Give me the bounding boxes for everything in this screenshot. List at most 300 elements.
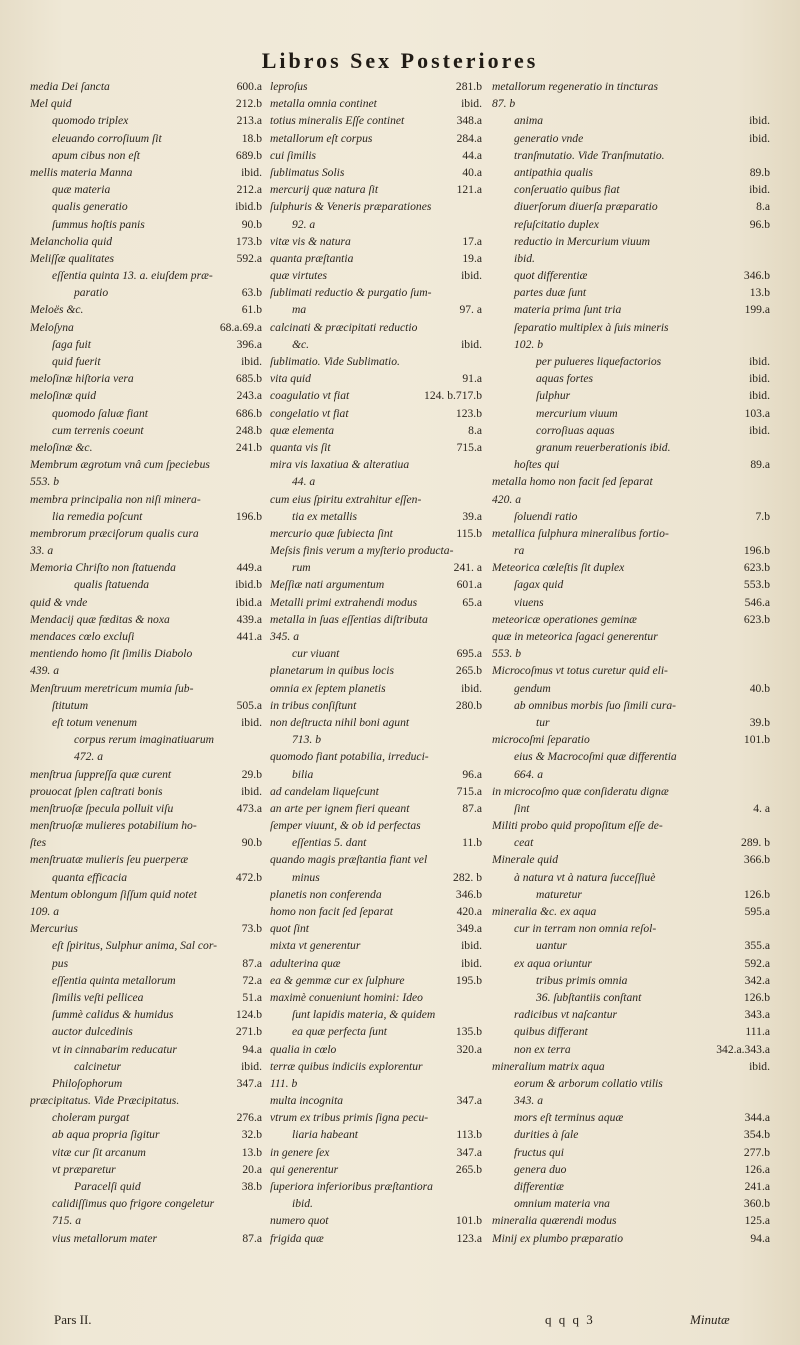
entry-page-ref: 126.b <box>743 887 770 901</box>
signature-mark: Pars II. <box>54 1312 92 1327</box>
entry-term: 92. a <box>292 217 316 231</box>
entry-term: qualis generatio <box>52 200 128 214</box>
entry-page-ref: 241.a <box>744 1180 770 1193</box>
entry-page-ref: 96.b <box>749 217 770 231</box>
entry-page-ref: 7.b <box>755 509 770 523</box>
index-entry <box>492 336 770 353</box>
entry-term: 472. a <box>74 750 103 764</box>
index-entry <box>270 989 482 1006</box>
entry-term: quot differentiæ <box>514 269 588 283</box>
index-entry <box>492 783 770 800</box>
entry-page-ref: 241.b <box>235 440 262 454</box>
index-entry <box>492 78 770 95</box>
entry-term: quibus differant <box>514 1025 588 1039</box>
entry-page-ref: 348.a <box>456 114 482 128</box>
entry-term: qui generentur <box>270 1162 339 1176</box>
entry-term: cum eius ſpiritu extrahitur eſſen- <box>270 492 422 506</box>
entry-term: ſemper viuunt, & ob id perfectas <box>270 819 421 833</box>
index-entry <box>30 851 262 868</box>
index-entry <box>270 937 482 954</box>
entry-term: Militi probo quid propoſitum eſſe de- <box>492 819 663 833</box>
entry-page-ref: ibid. <box>241 784 262 798</box>
index-entry <box>492 817 770 834</box>
entry-term: totius mineralis Eſſe continet <box>270 114 405 128</box>
index-entry <box>30 1006 262 1023</box>
entry-page-ref: 125.a <box>744 1214 770 1228</box>
index-entry <box>270 130 482 147</box>
index-entry <box>30 1023 262 1040</box>
entry-term: radicibus vt naſcantur <box>514 1008 618 1022</box>
index-entry <box>270 817 482 834</box>
entry-page-ref: ibid. <box>749 1059 770 1073</box>
entry-page-ref: ibid. <box>241 355 262 368</box>
entry-term: maximè conueniunt homini: Ideo <box>270 990 423 1004</box>
index-entry <box>30 834 262 851</box>
index-entry <box>270 319 482 336</box>
entry-term: ſint <box>514 801 530 815</box>
index-entry <box>492 387 770 404</box>
entry-term: vitæ cur ſit arcanum <box>52 1145 146 1159</box>
entry-page-ref: 90.b <box>241 217 262 231</box>
entry-page-ref: ibid. <box>461 97 482 111</box>
entry-term: aquas fortes <box>536 372 594 386</box>
index-entry <box>492 181 770 198</box>
entry-term: vtrum ex tribus primis ſigna pecu- <box>270 1111 429 1125</box>
index-entry <box>30 473 262 490</box>
index-column-left <box>30 78 262 1247</box>
entry-term: bilia <box>292 767 314 781</box>
index-entry <box>270 800 482 817</box>
entry-page-ref: 8.a <box>756 200 770 214</box>
index-entry <box>270 920 482 937</box>
index-entry <box>30 233 262 250</box>
index-entry <box>492 405 770 422</box>
entry-page-ref: 199.a <box>744 303 770 317</box>
entry-page-ref: ibid. <box>749 183 770 197</box>
entry-term: mineralia &c. ex aqua <box>492 905 597 918</box>
entry-term: eſt ſpiritus, Sulphur anima, Sal cor- <box>52 939 217 953</box>
index-entry <box>492 491 770 508</box>
index-entry <box>270 525 482 542</box>
entry-term: 713. b <box>292 733 321 747</box>
index-entry <box>492 370 770 387</box>
index-entry <box>492 886 770 903</box>
entry-page-ref: 347.a <box>456 1145 482 1159</box>
entry-term: eius & Macrocoſmi quæ differentia <box>514 750 677 764</box>
entry-page-ref: 13.b <box>241 1145 262 1159</box>
index-entry <box>270 731 482 748</box>
entry-page-ref: 72.a <box>242 973 262 987</box>
entry-page-ref: 29.b <box>241 767 262 781</box>
index-entry <box>270 147 482 164</box>
index-entry <box>30 387 262 404</box>
entry-term: Meſsis finis verum a myſterio producta- <box>270 544 454 558</box>
entry-term: minus <box>292 870 320 884</box>
index-entry <box>270 542 482 559</box>
entry-term: quanta præſtantia <box>270 251 354 265</box>
entry-term: ſulphur <box>536 389 571 403</box>
index-entry <box>30 112 262 129</box>
entry-page-ref: 89.a <box>750 458 770 472</box>
entry-term: partes duæ ſunt <box>514 286 587 300</box>
entry-page-ref: 342.a.343.a <box>716 1042 770 1056</box>
index-entry <box>270 78 482 95</box>
index-entry <box>270 869 482 886</box>
entry-page-ref: 342.a <box>744 973 770 987</box>
entry-page-ref: ibid.b <box>235 578 262 592</box>
entry-term: hoſtes qui <box>514 458 560 472</box>
entry-page-ref: 592.a <box>744 956 770 970</box>
entry-term: 36. ſubſtantiis conſtant <box>536 990 642 1004</box>
entry-term: præcipitatus. Vide Præcipitatus. <box>30 1094 180 1108</box>
entry-page-ref: 284.a <box>456 131 482 145</box>
entry-term: 33. a <box>30 544 54 558</box>
index-entry <box>492 1212 770 1229</box>
catchword: Minutæ <box>690 1312 730 1327</box>
entry-term: calcinati & præcipitati reductio <box>270 320 418 334</box>
entry-page-ref: 347.a <box>456 1094 482 1108</box>
entry-page-ref: 213.a <box>236 114 262 128</box>
entry-page-ref: 68.a.69.a <box>219 320 262 334</box>
index-entry <box>492 1230 770 1247</box>
entry-page-ref: 265.b <box>455 1162 482 1176</box>
entry-page-ref: 553.b <box>743 578 770 592</box>
index-entry <box>30 594 262 611</box>
index-entry <box>30 525 262 542</box>
index-entry <box>492 851 770 868</box>
running-header: Libros Sex Posteriores <box>261 48 539 73</box>
entry-term: Paracelſi quid <box>74 1180 141 1193</box>
entry-term: vt præparetur <box>52 1162 116 1176</box>
entry-term: reductio in Mercurium viuum <box>514 234 650 248</box>
index-entry <box>270 284 482 301</box>
index-entry <box>492 559 770 576</box>
entry-term: ea & gemmæ cur ex ſulphure <box>270 973 405 987</box>
index-entry <box>30 147 262 164</box>
index-entry <box>30 903 262 920</box>
entry-page-ref: 103.a <box>744 406 770 420</box>
entry-page-ref: 196.b <box>235 509 262 523</box>
entry-term: membra principalia non niſi minera- <box>30 492 201 506</box>
index-entry <box>492 628 770 645</box>
index-entry <box>270 1023 482 1040</box>
entry-term: quomodo triplex <box>52 114 129 128</box>
entry-page-ref: 40.b <box>749 681 770 695</box>
index-entry <box>30 937 262 954</box>
entry-term: ceat <box>514 836 534 850</box>
entry-term: Microcoſmus vt totus curetur quid eli- <box>492 664 668 678</box>
index-entry <box>492 1092 770 1109</box>
entry-term: ex aqua oriuntur <box>514 956 592 970</box>
index-entry <box>270 1212 482 1229</box>
entry-term: cui ſimilis <box>270 148 317 162</box>
index-entry <box>30 198 262 215</box>
entry-page-ref: 97. a <box>459 303 482 317</box>
entry-term: menſtruoſæ mulieres potabilium ho- <box>30 819 197 833</box>
entry-term: mira vis laxatiua & alteratiua <box>270 458 410 472</box>
entry-term: differentiæ <box>514 1180 564 1193</box>
index-entry <box>492 95 770 112</box>
entry-page-ref: 90.b <box>241 836 262 850</box>
entry-term: ra <box>514 544 525 558</box>
index-entry <box>30 78 262 95</box>
index-entry <box>270 250 482 267</box>
index-entry <box>30 680 262 697</box>
index-entry <box>270 1109 482 1126</box>
index-entry <box>270 95 482 112</box>
entry-page-ref: 13.b <box>749 286 770 300</box>
index-entry <box>270 576 482 593</box>
index-entry <box>270 748 482 765</box>
entry-page-ref: 196.b <box>743 544 770 558</box>
entry-term: auctor dulcedinis <box>52 1025 133 1039</box>
index-entry <box>492 1023 770 1040</box>
entry-term: an arte per ignem fieri queant <box>270 801 410 815</box>
entry-term: gendum <box>514 681 551 695</box>
entry-term: uantur <box>536 939 567 953</box>
index-entry <box>270 1006 482 1023</box>
index-entry <box>492 903 770 920</box>
index-entry <box>270 559 482 576</box>
entry-term: Minij ex plumbo præparatio <box>492 1231 624 1245</box>
entry-term: quæ virtutes <box>270 269 328 283</box>
entry-term: metallorum eſt corpus <box>270 131 373 145</box>
entry-page-ref: 18.b <box>241 131 262 145</box>
entry-term: menſtruoſæ ſpecula polluit viſu <box>30 801 174 815</box>
entry-page-ref: ibid. <box>461 956 482 970</box>
entry-term: ad candelam liqueſcunt <box>270 784 379 798</box>
entry-page-ref: ibid. <box>461 337 482 351</box>
entry-term: lia remedia poſcunt <box>52 509 143 523</box>
entry-term: ſummus hoſtis panis <box>52 217 145 231</box>
index-entry <box>492 955 770 972</box>
entry-term: qualis ſtatuenda <box>74 578 150 592</box>
entry-page-ref: 354.b <box>743 1128 770 1142</box>
entry-term: rum <box>292 561 311 575</box>
index-entry <box>30 1126 262 1143</box>
index-entry <box>492 748 770 765</box>
entry-page-ref: 623.b <box>743 612 770 626</box>
entry-page-ref: 595.a <box>744 905 770 918</box>
entry-term: omnia ex ſeptem planetis <box>270 681 386 695</box>
entry-page-ref: 212.a <box>236 183 262 197</box>
index-entry <box>270 766 482 783</box>
index-entry <box>30 731 262 748</box>
index-entry <box>492 834 770 851</box>
entry-term: eſſentia quinta metallorum <box>52 973 176 987</box>
index-entry <box>270 336 482 353</box>
entry-page-ref: 38.b <box>241 1180 262 1193</box>
entry-term: ma <box>292 303 307 317</box>
index-entry <box>30 1144 262 1161</box>
index-entry <box>30 1230 262 1247</box>
entry-term: mineralia quærendi modus <box>492 1214 617 1228</box>
index-entry <box>30 1212 262 1229</box>
entry-page-ref: ibid. <box>749 423 770 437</box>
index-entry <box>30 611 262 628</box>
entry-page-ref: 87.a <box>242 956 262 970</box>
index-entry <box>270 628 482 645</box>
index-entry <box>270 473 482 490</box>
entry-term: genera duo <box>514 1162 567 1176</box>
index-entry <box>30 267 262 284</box>
entry-term: quot ſint <box>270 922 309 936</box>
index-entry <box>30 766 262 783</box>
index-entry <box>270 972 482 989</box>
entry-page-ref: 44.a <box>462 148 482 162</box>
index-entry <box>270 594 482 611</box>
entry-page-ref: 355.a <box>744 939 770 953</box>
entry-page-ref: 87.a <box>242 1231 262 1245</box>
entry-term: eleuando corroſiuum ſit <box>52 131 162 145</box>
index-entry <box>30 353 262 370</box>
entry-term: menſtruatæ mulieris ſeu puerperæ <box>30 853 189 867</box>
index-entry <box>270 198 482 215</box>
index-entry <box>270 1161 482 1178</box>
entry-term: quanta vis ſit <box>270 440 331 454</box>
index-entry <box>30 1041 262 1058</box>
entry-term: quomodo ſaluæ fiant <box>52 406 148 420</box>
entry-term: corroſiuas aquas <box>536 423 615 437</box>
entry-term: mentiendo homo ſit ſimilis Diabolo <box>30 647 193 661</box>
entry-term: ſaga fuit <box>52 337 91 351</box>
entry-page-ref: 343.a <box>744 1008 770 1022</box>
entry-page-ref: 472.b <box>235 870 262 884</box>
index-entry <box>270 405 482 422</box>
entry-term: Melancholia quid <box>30 234 113 248</box>
index-entry <box>30 319 262 336</box>
entry-term: ſulphuris & Veneris præparationes <box>270 200 432 214</box>
entry-page-ref: 346.b <box>743 269 770 283</box>
index-entry <box>30 697 262 714</box>
index-column-right <box>492 78 770 1247</box>
entry-term: diuerſorum diuerſa præparatio <box>514 200 658 214</box>
entry-page-ref: 346.b <box>455 887 482 901</box>
entry-term: meloſinæ quid <box>30 389 97 403</box>
entry-page-ref: 243.a <box>236 389 262 403</box>
entry-page-ref: 344.a <box>744 1111 770 1125</box>
entry-term: à natura vt à natura ſucceſſiuè <box>514 870 656 884</box>
entry-term: eorum & arborum collatio vtilis <box>514 1076 663 1090</box>
index-entry <box>492 319 770 336</box>
index-entry <box>270 1195 482 1212</box>
entry-page-ref: 449.a <box>236 561 262 575</box>
index-entry <box>270 164 482 181</box>
entry-term: quid fuerit <box>52 355 101 368</box>
entry-term: 111. b <box>270 1076 298 1090</box>
entry-term: ſagax quid <box>514 578 564 592</box>
index-entry <box>492 731 770 748</box>
entry-term: mercurij quæ natura ſit <box>270 183 379 197</box>
entry-term: Memoria Chriſto non ſtatuenda <box>30 561 176 575</box>
entry-page-ref: 91.a <box>462 372 482 386</box>
entry-page-ref: 441.a <box>236 630 262 643</box>
index-entry <box>30 1058 262 1075</box>
entry-term: terræ quibus indiciis explorentur <box>270 1059 423 1073</box>
index-entry <box>492 680 770 697</box>
entry-page-ref: ibid. <box>749 114 770 128</box>
index-entry <box>492 800 770 817</box>
entry-page-ref: 600.a <box>236 80 262 93</box>
index-entry <box>30 164 262 181</box>
index-entry <box>30 1178 262 1195</box>
entry-page-ref: ibid. <box>461 939 482 953</box>
entry-page-ref: 40.a <box>462 165 482 179</box>
entry-term: metallorum regeneratio in tincturas <box>492 80 659 93</box>
entry-term: cur viuant <box>292 647 340 661</box>
entry-term: choleram purgat <box>52 1111 130 1125</box>
index-entry <box>492 1126 770 1143</box>
index-entry <box>30 1195 262 1212</box>
index-entry <box>30 95 262 112</box>
entry-page-ref: ibid. <box>461 269 482 283</box>
entry-term: microcoſmi ſeparatio <box>492 733 590 747</box>
index-entry <box>270 422 482 439</box>
entry-term: Meloſyna <box>30 320 74 334</box>
entry-term: planetarum in quibus locis <box>270 664 394 678</box>
entry-term: metallica ſulphura mineralibus fortio- <box>492 526 669 540</box>
entry-term: non ex terra <box>514 1042 571 1056</box>
index-entry <box>270 112 482 129</box>
entry-page-ref: ibid. <box>241 1059 262 1073</box>
entry-page-ref: 4. a <box>753 801 770 815</box>
entry-page-ref: 439.a <box>236 612 262 626</box>
entry-term: leproſus <box>270 80 308 93</box>
index-entry <box>492 147 770 164</box>
index-entry <box>492 766 770 783</box>
entry-page-ref: ibid. <box>749 355 770 368</box>
index-entry <box>492 284 770 301</box>
entry-term: metalla in ſuas eſſentias diſtributa <box>270 612 428 626</box>
index-entry <box>30 130 262 147</box>
entry-term: cum terrenis coeunt <box>52 423 144 437</box>
index-entry <box>30 955 262 972</box>
entry-term: Menſtruum meretricum mumia ſub- <box>30 681 194 695</box>
entry-term: quando magis præſtantia fiant vel <box>270 853 428 867</box>
entry-page-ref: 63.b <box>241 286 262 300</box>
entry-term: Meloës &c. <box>30 303 84 317</box>
index-entry <box>30 336 262 353</box>
index-column-middle <box>270 78 482 1247</box>
index-entry <box>30 1092 262 1109</box>
index-entry <box>270 508 482 525</box>
index-entry <box>30 714 262 731</box>
entry-page-ref: 349.a <box>456 922 482 936</box>
entry-term: 553. b <box>492 647 521 661</box>
entry-page-ref: 396.a <box>236 337 262 351</box>
index-entry <box>30 284 262 301</box>
index-entry <box>492 353 770 370</box>
index-entry <box>492 1075 770 1092</box>
index-entry <box>270 233 482 250</box>
index-entry <box>270 1178 482 1195</box>
entry-page-ref: ibid. <box>749 372 770 386</box>
entry-term: ſeparatio multiplex à ſuis mineris <box>514 320 669 334</box>
entry-term: mercurium viuum <box>536 406 618 420</box>
entry-page-ref: ibid. <box>749 131 770 145</box>
entry-page-ref: 94.a <box>242 1042 262 1056</box>
index-entry <box>30 989 262 1006</box>
index-entry <box>492 714 770 731</box>
index-entry <box>30 508 262 525</box>
index-entry <box>492 645 770 662</box>
entry-term: menſtrua ſuppreſſa quæ curent <box>30 767 172 781</box>
entry-page-ref: 695.a <box>456 647 482 661</box>
entry-term: tranſmutatio. Vide Tranſmutatio. <box>514 148 665 162</box>
entry-term: fructus qui <box>514 1145 564 1159</box>
index-entry <box>492 250 770 267</box>
entry-page-ref: 123.b <box>455 406 482 420</box>
